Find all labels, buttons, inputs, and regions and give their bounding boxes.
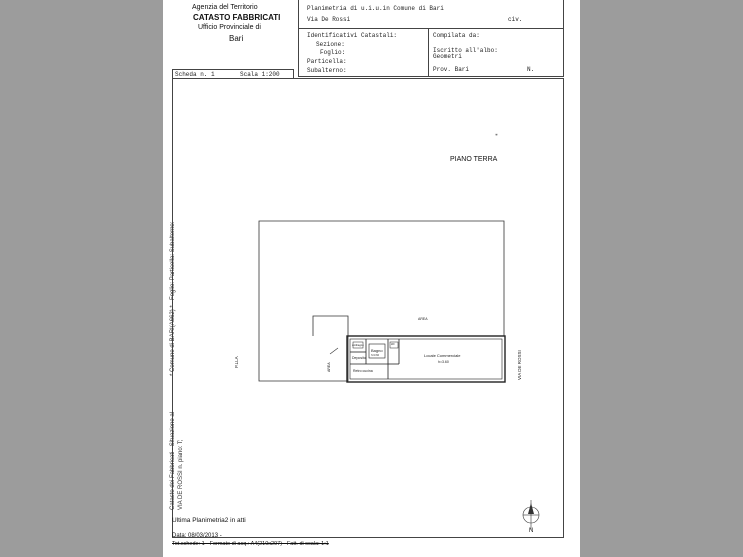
agency-name: Agenzia del Territorio xyxy=(192,4,258,11)
piano-terra-label: PIANO TERRA xyxy=(450,156,498,163)
margin-text-via: VIA DE ROSSI n. piano: T; xyxy=(178,439,184,510)
footer-ultima: Ultima Planimetria2 in atti xyxy=(172,517,246,524)
street-left-label: P.LLA xyxy=(234,356,239,368)
civ-label: civ. xyxy=(508,16,523,23)
room-bagno: Bagno xyxy=(371,348,383,353)
n-label: N. xyxy=(527,66,535,73)
footer-data: Data: 08/03/2013 - xyxy=(172,533,222,539)
office-city: Bari xyxy=(229,34,244,43)
room-antibagno: Antibagno xyxy=(352,344,364,347)
compass-arrow xyxy=(528,503,534,514)
area-left-label: AREA xyxy=(327,362,331,372)
compass-n-label: N xyxy=(529,528,534,534)
compilata-label: Compilata da: xyxy=(433,32,480,39)
unit-outline xyxy=(347,336,505,382)
margin-text-comune: * Comune di BARI(A662) * - Foglio: Particella: Subalterno: xyxy=(170,221,176,376)
office-name: Ufficio Provinciale di xyxy=(198,24,261,31)
margin-text-catasto: Catasto dei Fabbricati - Situazione al xyxy=(170,411,176,510)
address-text: Via De Rossi xyxy=(307,16,351,23)
sezione-label: Sezione: xyxy=(316,41,345,48)
stair-mark xyxy=(330,348,338,354)
room-retro: Retro cucina xyxy=(353,369,373,373)
identificativi-label: Identificativi Catastali: xyxy=(307,32,398,39)
area-outline-left xyxy=(259,316,348,381)
area-outline-upper xyxy=(259,221,504,336)
room-bagno-h: h=3.60 xyxy=(371,354,380,357)
catasto-title: CATASTO FABBRICATI xyxy=(193,13,281,22)
particella-label: Particella: xyxy=(307,58,347,65)
geometri-label: Geometri xyxy=(433,53,462,60)
area-upper-label: AREA xyxy=(418,317,428,321)
iscritto-label: Iscritto all'albo: xyxy=(433,47,498,54)
subalterno-label: Subalterno: xyxy=(307,67,347,74)
footer-tot: Tot.schede: 1 - Formato di acq.: A4(210x297) - Fatt. di scala: 1:1 xyxy=(172,541,329,547)
unit-inner xyxy=(350,339,502,379)
room-locale: Locale Commerciale xyxy=(424,353,461,358)
foglio-label: Foglio: xyxy=(320,49,346,56)
prov-label: Prov. Bari xyxy=(433,66,470,73)
room-deposito: Deposito xyxy=(352,356,366,360)
room-wc: Wc xyxy=(391,343,395,346)
scala-label: Scala 1:200 xyxy=(240,71,280,78)
room-locale-h: h=3.60 xyxy=(438,360,449,364)
street-right-label: VIA DE ROSSI xyxy=(517,350,522,380)
corner-mark: ✳ xyxy=(495,133,498,137)
planimetria-title: Planimetria di u.i.u.in Comune di Bari xyxy=(307,5,444,12)
scheda-label: Scheda n. 1 xyxy=(175,71,215,78)
